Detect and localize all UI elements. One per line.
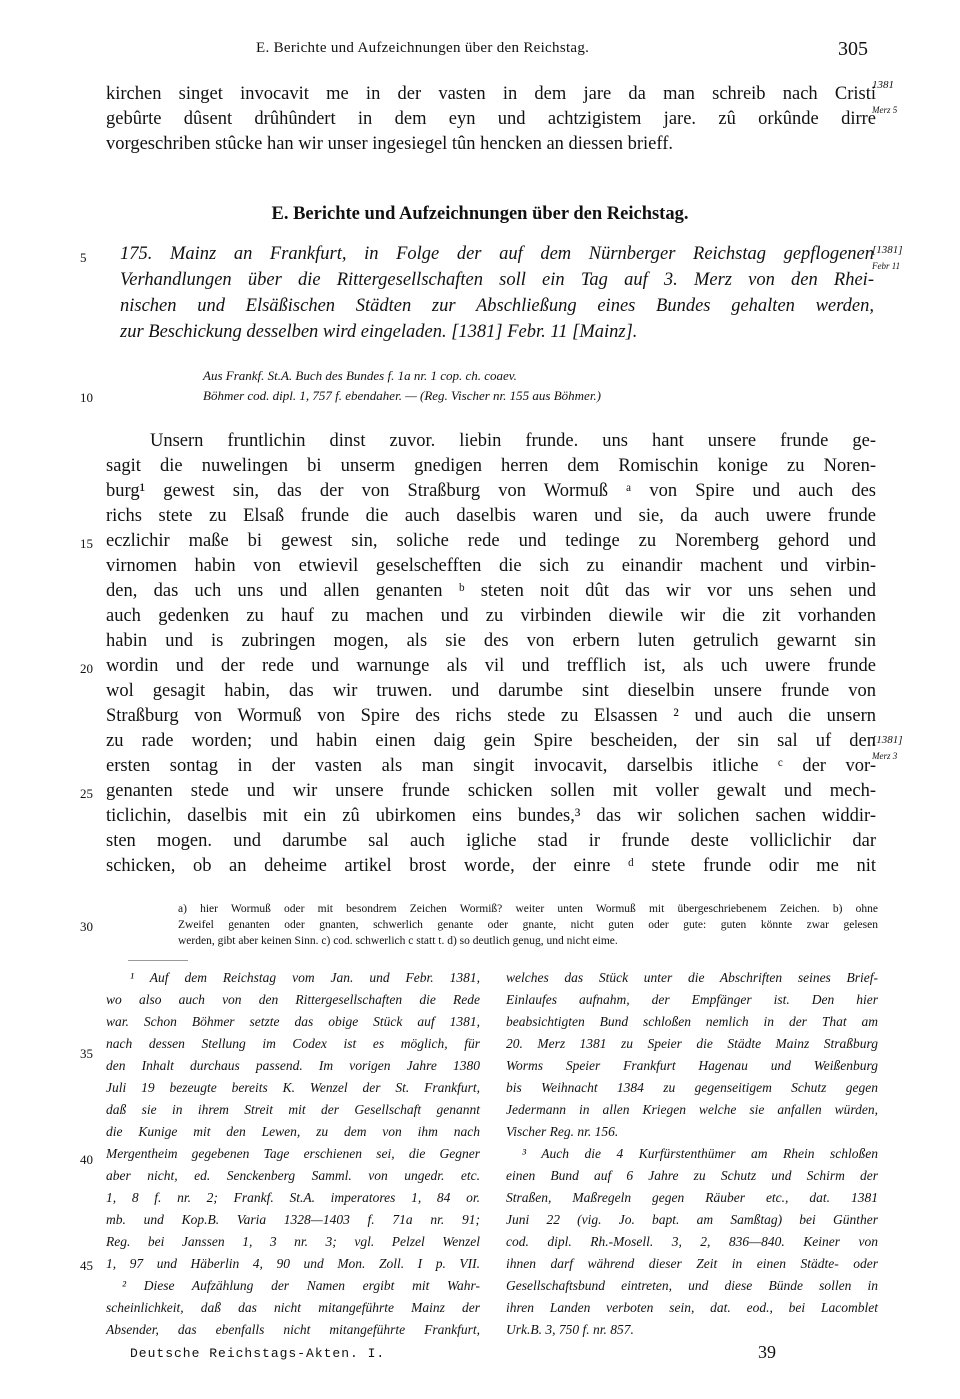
text-line: wordin und der rede und warnunge als vil und trefflich ist, als uch uwere frunde: [106, 656, 876, 676]
footnote-rule: [128, 960, 188, 961]
footnote-line: Juli 19 bezeugte bereits K. Wenzel der St. Frankfurt,: [106, 1080, 480, 1095]
line-number: 35: [80, 1046, 93, 1061]
source-line: Böhmer cod. dipl. 1, 757 f. ebendaher. — (Reg. Vischer nr. 155 aus Böhmer.): [203, 388, 602, 403]
text-line: Unsern fruntlichin dinst zuvor. liebin frunde. uns hant unsere frunde ge-: [150, 431, 876, 451]
margin-note-year: [1381]: [872, 734, 903, 746]
footnote-line: einen Bund auf 6 Jahre zu Schutz und Schirm der: [506, 1168, 878, 1183]
text-line: auch gedenken zu hauf zu machen und zu virbinden diewile wir die zit vorhanden: [106, 606, 876, 626]
line-number: 45: [80, 1258, 93, 1273]
variant-note: Zweifel genanten oder gnanten, schwerlich genante oder gnante, nicht guten oder gute: guten könnte zwar gelesen: [178, 919, 878, 931]
variant-note: a) hier Wormuß oder mit besondrem Zeichen Wormiß? weiter unten Wormuß mit übergeschriebenem Zeichen. b) ohne: [178, 903, 878, 915]
footnote-line: den Inhalt durchaus passend. Im vorigen Jahre 1380: [106, 1058, 480, 1073]
footnote-line: ihnen darf während dieser Zeit in einen Städte- oder: [506, 1256, 878, 1271]
footer-title: Deutsche Reichstags-Akten. I.: [130, 1346, 386, 1361]
text-line: Straßburg von Wormuß von Spire des richs stede zu Elsassen ² und auch die unsern: [106, 706, 876, 726]
text-line: burg¹ gewest sin, das der von Straßburg von Wormuß ᵃ von Spire und auch des: [106, 481, 876, 501]
text-line: kirchen singet invocavit me in der vasten in dem jare da man schreib nach Cristi: [106, 84, 876, 104]
text-line: ticlichin, daselbis mit ein zû ubirkomen eins bundes,³ das wir solichen sachen widdir-: [106, 806, 876, 826]
margin-note-year: [1381]: [872, 244, 903, 256]
footnote-line: Jedermann in allen Kriegen welche sie anfallen würden,: [506, 1102, 878, 1117]
footnote-line: aber nicht, ed. Senckenberg Samml. von ungedr. etc.: [106, 1168, 480, 1183]
footnote-line: nach dessen Stellung im Codex ist es möglich, für: [106, 1036, 480, 1051]
footnote-line: daß sie in ihrem Streit mit der Gesellschaft genannt: [106, 1102, 480, 1117]
footnote-line: 20. Merz 1381 zu Speier die Städte Mainz Straßburg: [506, 1036, 878, 1051]
text-line: ersten sontag in der vasten als man singit invocavit, darselbis itliche ᶜ der vor-: [106, 756, 876, 776]
line-number: 40: [80, 1152, 93, 1167]
text-line: gebûrte dûsent drûhûndert in dem eyn und achtzigistem jare. zû orkûnde dirre: [106, 109, 876, 129]
text-line: sagit die nuwelingen bi unserm gnedigen herren dem Romischin konige zu Noren-: [106, 456, 876, 476]
footnote-line: ihren Landen verboten sein, dat. eod., bei Lacomblet: [506, 1300, 878, 1315]
footnote-line: cod. dipl. Rh.-Mosell. 3, 2, 836—840. Keiner von: [506, 1234, 878, 1249]
footnote-line: beabsichtigten Bund schloßen nemlich in der That am: [506, 1014, 878, 1029]
line-number: 30: [80, 919, 93, 934]
margin-note-year: 1381: [872, 79, 894, 91]
section-heading: E. Berichte und Aufzeichnungen über den Reichstag.: [271, 204, 689, 224]
footnote-line: wo also auch von den Rittergesellschaften die Rede: [106, 992, 480, 1007]
text-line: eczlichir maße bi gewest sin, soliche rede und tedinge zu Noremberg gehord und: [106, 531, 876, 551]
line-number: 15: [80, 536, 93, 551]
line-number: 5: [80, 250, 87, 265]
footnote-line: Mergentheim gegebenen Tage erschienen sei, die Gegner: [106, 1146, 480, 1161]
footnote-line: 1, 8 f. nr. 2; Frankf. St.A. imperatores 1, 84 or.: [106, 1190, 480, 1205]
sheet-number: 39: [758, 1342, 776, 1362]
margin-note-date: Merz 3: [872, 751, 898, 761]
footnote-line: Worms Speier Frankfurt Hagenau und Weißenburg: [506, 1058, 878, 1073]
footnote-line: Urk.B. 3, 750 f. nr. 857.: [506, 1322, 634, 1337]
footnote-line: Einlaufes aufnahm, der Empfänger ist. Den hier: [506, 992, 878, 1007]
footnote-line: Juni 22 (vig. Jo. bapt. am Samßtag) bei Günther: [506, 1212, 878, 1227]
footnote-line: Gesellschaftsbund eintreten, und diese Bünde sollen in: [506, 1278, 878, 1293]
line-number: 20: [80, 661, 93, 676]
regest-line: zur Beschickung desselben wird eingeladen. [1381] Febr. 11 [Mainz].: [120, 322, 638, 342]
text-line: zu rade worden; und habin einen daig gein Spire bescheiden, der sin sal uf den: [106, 731, 876, 751]
footnote-line: Reg. bei Janssen 1, 3 nr. 3; vgl. Pelzel Wenzel: [106, 1234, 480, 1249]
text-line: genanten stede und wir unsere frunde schicken sollen mit voller gewalt und mech-: [106, 781, 876, 801]
regest-line: 175. Mainz an Frankfurt, in Folge der auf dem Nürnberger Reichstag gepflogenen: [120, 244, 874, 264]
footnote-line: ³ Auch die 4 Kurfürstenthümer am Rhein schloßen: [522, 1146, 878, 1161]
footnote-line: die Kunige mit den Lewen, zu dem von ihm nach: [106, 1124, 480, 1139]
running-head: E. Berichte und Aufzeichnungen über den Reichstag.: [256, 40, 590, 56]
text-line: schicken, ob an deheime artikel brost worde, der einre ᵈ stete frunde odir me nit: [106, 856, 876, 876]
footnote-line: ² Diese Aufzählung der Namen ergibt mit Wahr-: [122, 1278, 480, 1293]
text-line: den, das uch uns und allen genanten ᵇ steten noit dût das wir vor uns sehen und: [106, 581, 876, 601]
text-line: habin und is zubringen mogen, als sie des von erbern luten getrulich gewarnt sin: [106, 631, 876, 651]
footnote-line: mb. und Kop.B. Varia 1328—1403 f. 71a nr. 91;: [106, 1212, 480, 1227]
footnote-line: Vischer Reg. nr. 156.: [506, 1124, 619, 1139]
variant-note: werden, gibt aber keinen Sinn. c) cod. schwerlich c statt t. d) so deutlich genug, und nicht eime.: [178, 935, 618, 947]
regest-line: nischen und Elsäßischen Städten zur Abschließung eines Bundes gehalten werden,: [120, 296, 874, 316]
text-line: wol gesagit habin, das wir truwen. und darumbe sint dieselbin unsere frunde von: [106, 681, 876, 701]
page-number: 305: [838, 38, 868, 60]
text-line: richs stete zu Elsaß frunde die auch daselbis waren und sie, da auch uwere frunde: [106, 506, 876, 526]
regest-line: Verhandlungen über die Rittergesellschaften soll ein Tag auf 3. Merz von den Rhei-: [120, 270, 874, 290]
footnote-line: ¹ Auf dem Reichstag vom Jan. und Febr. 1381,: [130, 970, 480, 985]
footnote-line: scheinlichkeit, daß das nicht mitangeführte Mainz der: [106, 1300, 480, 1315]
footnote-line: 1, 97 und Häberlin 4, 90 und Mon. Zoll. I p. VII.: [106, 1256, 480, 1271]
text-line: sten mogen. und darumbe sal auch igliche stad ir frunde deste volliclichir dar: [106, 831, 876, 851]
line-number: 10: [80, 390, 93, 405]
footnote-line: Straßen, Maßregeln gegen Räuber etc., dat. 1381: [506, 1190, 878, 1205]
margin-note-date: Febr 11: [872, 261, 901, 271]
source-line: Aus Frankf. St.A. Buch des Bundes f. 1a nr. 1 cop. ch. coaev.: [203, 368, 517, 383]
text-line: virnomen habin von etwievil geselschefften die sich zu einandir machent und virbin-: [106, 556, 876, 576]
footnote-line: bis Weihnacht 1384 zu gegenseitigem Schutz gegen: [506, 1080, 878, 1095]
line-number: 25: [80, 786, 93, 801]
text-line: vorgeschriben stûcke han wir unser ingesiegel tûn hencken an diessen brieff.: [106, 134, 673, 154]
footnote-line: war. Schon Böhmer setzte das obige Stück auf 1381,: [106, 1014, 480, 1029]
footnote-line: welches das Stück unter die Abschriften seines Brief-: [506, 970, 878, 985]
footnote-line: Absender, das ebenfalls nicht mitangeführte Frankfurt,: [106, 1322, 480, 1337]
margin-note-date: Merz 5: [872, 105, 898, 115]
